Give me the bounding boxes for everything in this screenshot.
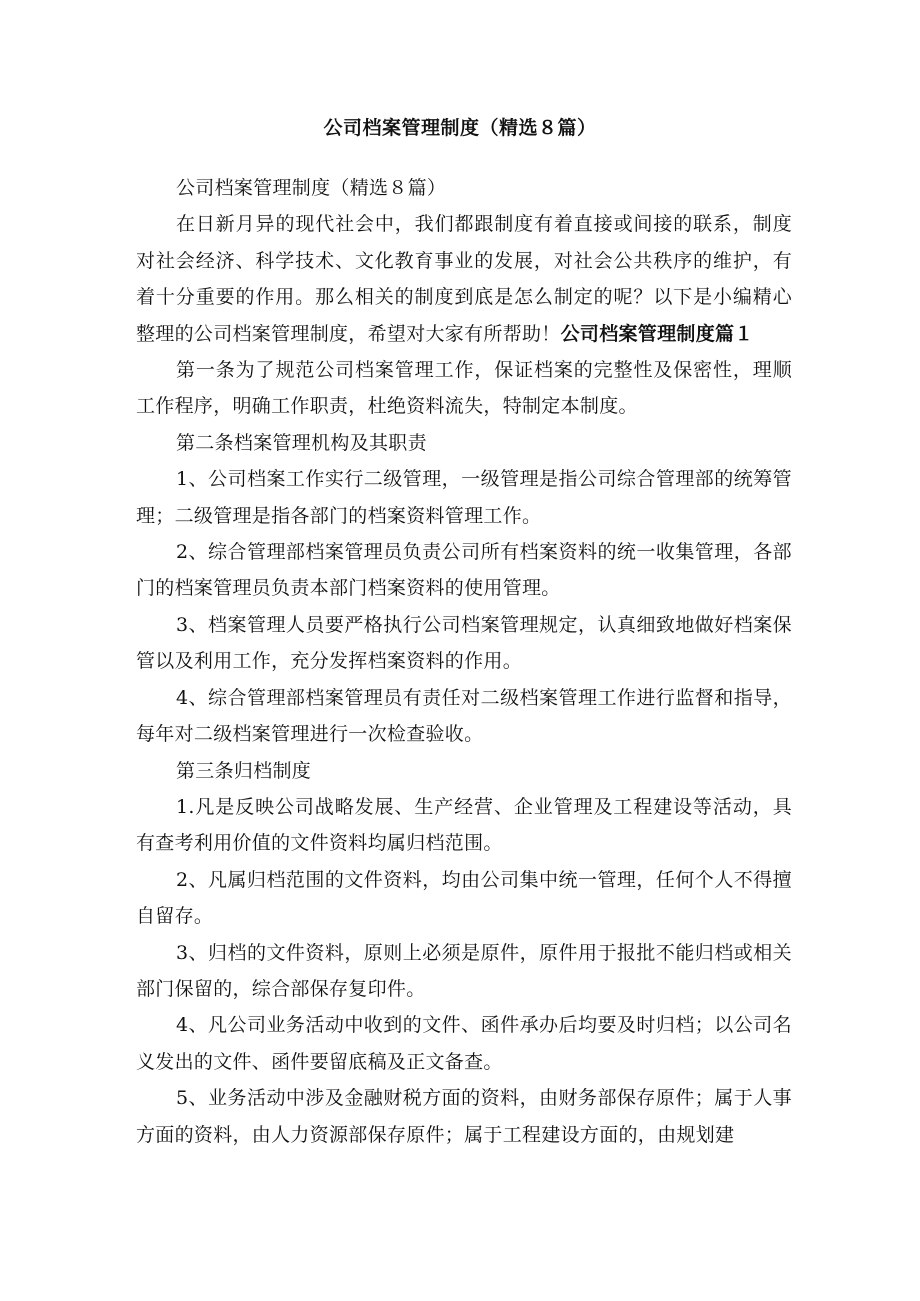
- document-title: 公司档案管理制度（精选８篇）: [323, 117, 597, 139]
- paragraph-article-1: 第一条为了规范公司档案管理工作，保证档案的完整性及保密性，理顺工作程序，明确工作职责，杜绝资料流失，特制定本制度。: [136, 359, 792, 418]
- paragraph-item: 1.凡是反映公司战略发展、生产经营、企业管理及工程建设等活动，具有查考利用价值的文件资料均属归档范围。: [136, 795, 792, 855]
- section-heading: 公司档案管理制度篇１: [560, 322, 754, 345]
- document-subtitle: 公司档案管理制度（精选８篇）: [176, 177, 447, 199]
- paragraph-article-2-heading: 第二条档案管理机构及其职责: [176, 431, 427, 454]
- paragraph-article-3-heading: 第三条归档制度: [176, 759, 312, 782]
- intro-paragraph: [136, 206, 792, 352]
- document-body: [136, 170, 792, 1153]
- paragraph-item: 4、综合管理部档案管理员有责任对二级档案管理工作进行监督和指导，每年对二级档案管理进行一次检查验收。: [136, 686, 792, 746]
- paragraph-item: 2、凡属归档范围的文件资料，均由公司集中统一管理，任何个人不得擅自留存。: [136, 868, 792, 928]
- paragraph-item: 1、公司档案工作实行二级管理，一级管理是指公司综合管理部的统筹管理；二级管理是指各部门的档案资料管理工作。: [136, 468, 792, 527]
- paragraph-item: 4、凡公司业务活动中收到的文件、函件承办后均要及时归档；以公司名义发出的文件、函件要留底稿及正文备查。: [136, 1014, 792, 1073]
- paragraph-item: 3、归档的文件资料，原则上必须是原件，原件用于报批不能归档或相关部门保留的，综合部保存复印件。: [136, 941, 792, 1000]
- paragraph-item: 3、档案管理人员要严格执行公司档案管理规定，认真细致地做好档案保管以及利用工作，充分发挥档案资料的作用。: [136, 613, 792, 673]
- paragraph-item: 5、业务活动中涉及金融财税方面的资料，由财务部保存原件；属于人事方面的资料，由人力资源部保存原件；属于工程建设方面的，由规划建: [136, 1087, 792, 1146]
- paragraph-item: 2、综合管理部档案管理员负责公司所有档案资料的统一收集管理，各部门的档案管理员负责本部门档案资料的使用管理。: [136, 541, 792, 600]
- intro-text: 在日新月异的现代社会中，我们都跟制度有着直接或间接的联系，制度对社会经济、科学技术、文化教育事业的发展，对社会公共秩序的维护，有着十分重要的作用。那么相关的制度到底是怎么制定的呢？以下是小编精心整理的公司档案管理制度，希望对大家有所帮助！: [136, 213, 792, 345]
